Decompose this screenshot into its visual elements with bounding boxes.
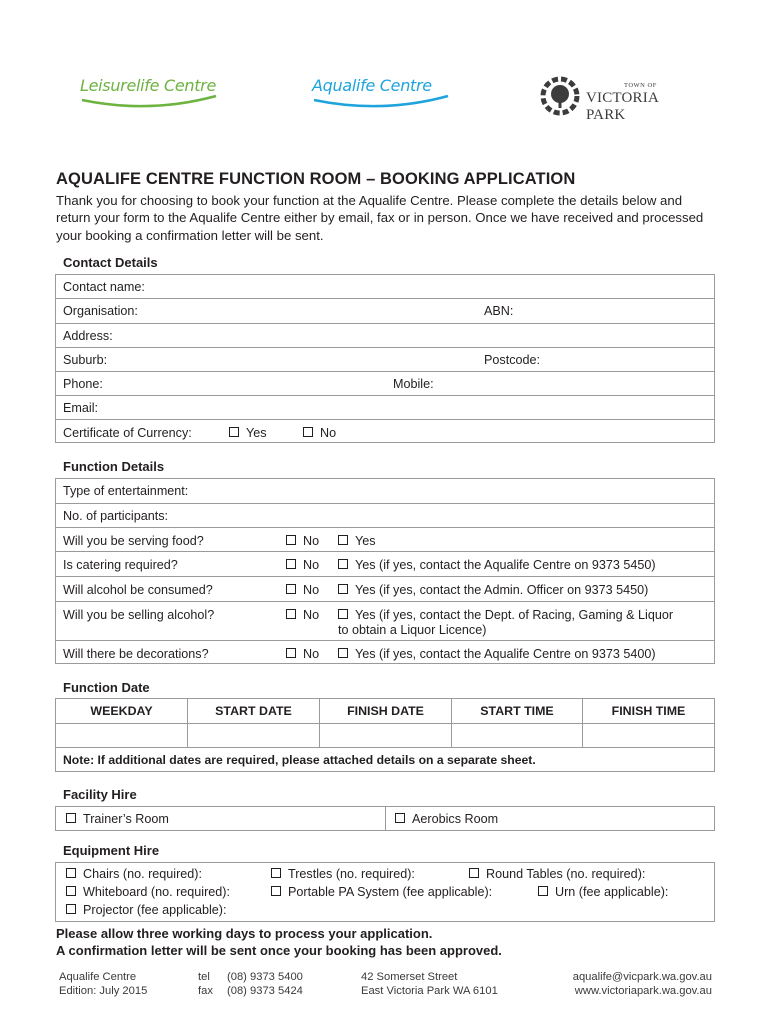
alcohol-yes-option[interactable] xyxy=(338,583,648,597)
trestles-label: Trestles (no. required): xyxy=(288,867,415,881)
footer-suburb: East Victoria Park WA 6101 xyxy=(361,984,498,997)
entertainment-row[interactable] xyxy=(56,479,714,504)
finish-time-cell[interactable] xyxy=(583,724,714,747)
footer-email-link[interactable]: aqualife@vicpark.wa.gov.au xyxy=(572,971,712,983)
col-finish-time: FINISH TIME xyxy=(611,704,686,718)
checkbox-icon[interactable] xyxy=(66,813,76,823)
checkbox-icon[interactable] xyxy=(229,427,239,437)
certificate-no-label: No xyxy=(320,426,337,440)
selling-no-option[interactable] xyxy=(286,608,319,622)
catering-no-option[interactable] xyxy=(286,558,319,572)
leisurelife-logo-text: Leisurelife Centre xyxy=(80,76,217,95)
equipment-hire-heading: Equipment Hire xyxy=(63,843,160,858)
col-finish-date: FINISH DATE xyxy=(320,699,452,723)
organisation-row[interactable] xyxy=(56,299,714,324)
round-tables-option[interactable] xyxy=(469,867,645,881)
footer-address xyxy=(361,971,498,998)
checkbox-icon[interactable] xyxy=(338,584,348,594)
footer-street: 42 Somerset Street xyxy=(361,971,458,983)
selling-yes-option[interactable] xyxy=(338,608,673,622)
start-time-cell[interactable] xyxy=(452,724,583,747)
certificate-yes-label: Yes xyxy=(246,426,267,440)
checkbox-icon[interactable] xyxy=(286,648,296,658)
function-details-heading: Function Details xyxy=(63,459,165,474)
checkbox-icon[interactable] xyxy=(469,868,479,878)
decorations-yes-option[interactable] xyxy=(338,647,656,661)
facility-hire-box xyxy=(55,806,715,831)
confirmation-notice: A confirmation letter will be sent once your booking has been approved. xyxy=(56,943,502,958)
checkbox-icon[interactable] xyxy=(271,868,281,878)
checkbox-icon[interactable] xyxy=(538,886,548,896)
facility-hire-heading: Facility Hire xyxy=(63,787,137,802)
urn-option[interactable] xyxy=(538,885,668,899)
suburb-label: Suburb: xyxy=(63,353,108,367)
alcohol-question: Will alcohol be consumed? xyxy=(63,583,213,597)
suburb-row[interactable] xyxy=(56,348,714,372)
decorations-row xyxy=(56,641,714,665)
food-yes-option[interactable] xyxy=(338,534,376,548)
function-details-box xyxy=(55,478,715,664)
footer-tel: (08) 9373 5400 xyxy=(227,971,303,983)
selling-question: Will you be selling alcohol? xyxy=(63,608,215,622)
decorations-no-label: No xyxy=(303,647,320,661)
checkbox-icon[interactable] xyxy=(286,584,296,594)
checkbox-icon[interactable] xyxy=(338,535,348,545)
processing-notice: Please allow three working days to process your application. xyxy=(56,926,433,941)
function-date-heading: Function Date xyxy=(63,680,150,695)
footer-fax-label: fax xyxy=(198,984,213,997)
decorations-yes-label: Yes (if yes, contact the Aqualife Centre on 9373 5400) xyxy=(355,647,656,661)
victoria-park-logo xyxy=(540,76,700,123)
aerobics-room-label: Aerobics Room xyxy=(412,812,499,826)
food-row xyxy=(56,528,714,552)
participants-row[interactable] xyxy=(56,504,714,528)
certificate-yes-option[interactable] xyxy=(229,426,267,440)
checkbox-icon[interactable] xyxy=(286,609,296,619)
catering-yes-option[interactable] xyxy=(338,558,656,572)
whiteboard-option[interactable] xyxy=(66,885,230,899)
address-row[interactable] xyxy=(56,324,714,348)
date-header-row xyxy=(56,699,714,724)
food-no-label: No xyxy=(303,534,320,548)
catering-row xyxy=(56,552,714,577)
round-tables-label: Round Tables (no. required): xyxy=(486,867,646,881)
contact-name-label: Contact name: xyxy=(63,280,145,294)
decorations-question: Will there be decorations? xyxy=(63,647,209,661)
aqualife-logo-text: Aqualife Centre xyxy=(312,76,432,95)
equipment-hire-box xyxy=(55,862,715,922)
victoria-park-small-text: TOWN OF xyxy=(624,82,657,89)
leisurelife-logo xyxy=(80,76,220,116)
finish-date-cell[interactable] xyxy=(320,724,452,747)
catering-question: Is catering required? xyxy=(63,558,178,572)
pa-system-option[interactable] xyxy=(271,885,492,899)
checkbox-icon[interactable] xyxy=(66,904,76,914)
checkbox-icon[interactable] xyxy=(338,559,348,569)
footer-contact xyxy=(573,971,712,998)
intro-paragraph: Thank you for choosing to book your function at the Aqualife Centre. Please complete the details below and return your form to the Aqualife Centre either by email, fax or in person. Once we have received and processed your booking a confirmation letter will be sent. xyxy=(56,193,704,243)
footer-org-name: Aqualife Centre xyxy=(59,971,137,983)
pa-system-label: Portable PA System (fee applicable): xyxy=(288,885,493,899)
abn-label: ABN: xyxy=(484,304,514,318)
contact-details-heading: Contact Details xyxy=(63,255,158,270)
projector-label: Projector (fee applicable): xyxy=(83,903,227,917)
chairs-option[interactable] xyxy=(66,867,202,881)
selling-yes-label-2: to obtain a Liquor Licence) xyxy=(338,623,487,637)
footer-tel-label: tel xyxy=(198,971,210,983)
email-row[interactable] xyxy=(56,396,714,420)
catering-yes-label: Yes (if yes, contact the Aqualife Centre on 9373 5450) xyxy=(355,558,656,572)
page-title: AQUALIFE CENTRE FUNCTION ROOM – BOOKING APPLICATION xyxy=(56,170,576,188)
checkbox-icon[interactable] xyxy=(271,886,281,896)
selling-no-label: No xyxy=(303,608,320,622)
catering-no-label: No xyxy=(303,558,320,572)
aqualife-swoosh xyxy=(312,92,452,114)
certificate-row xyxy=(56,420,714,444)
checkbox-icon[interactable] xyxy=(286,535,296,545)
weekday-cell[interactable] xyxy=(56,724,188,747)
alcohol-no-option[interactable] xyxy=(286,583,319,597)
checkbox-icon[interactable] xyxy=(338,648,348,658)
food-question: Will you be serving food? xyxy=(63,534,204,548)
checkbox-icon[interactable] xyxy=(286,559,296,569)
trestles-option[interactable] xyxy=(271,867,415,881)
phone-label: Phone: xyxy=(63,377,103,391)
checkbox-icon[interactable] xyxy=(338,609,348,619)
trainers-room-label: Trainer’s Room xyxy=(83,812,169,826)
col-start-time: START TIME xyxy=(452,699,583,723)
entertainment-label: Type of entertainment: xyxy=(63,484,189,498)
selling-alcohol-row xyxy=(56,602,714,641)
contact-details-box xyxy=(55,274,715,443)
checkbox-icon[interactable] xyxy=(303,427,313,437)
urn-label: Urn (fee applicable): xyxy=(555,885,669,899)
organisation-label: Organisation: xyxy=(63,304,138,318)
whiteboard-label: Whiteboard (no. required): xyxy=(83,885,230,899)
checkbox-icon[interactable] xyxy=(66,868,76,878)
food-no-option[interactable] xyxy=(286,534,319,548)
checkbox-icon[interactable] xyxy=(66,886,76,896)
postcode-label: Postcode: xyxy=(484,353,541,367)
start-date-cell[interactable] xyxy=(188,724,320,747)
leisurelife-swoosh xyxy=(80,92,220,114)
footer-org xyxy=(59,971,147,998)
alcohol-row xyxy=(56,577,714,602)
chairs-label: Chairs (no. required): xyxy=(83,867,202,881)
email-label: Email: xyxy=(63,401,98,415)
address-label: Address: xyxy=(63,329,113,343)
date-note: Note: If additional dates are required, please attached details on a separate sheet. xyxy=(63,753,536,767)
footer-phone xyxy=(198,971,303,998)
alcohol-yes-label: Yes (if yes, contact the Admin. Officer on 9373 5450) xyxy=(355,583,649,597)
footer-fax: (08) 9373 5424 xyxy=(227,984,303,997)
aerobics-room-option[interactable] xyxy=(395,812,498,826)
projector-option[interactable] xyxy=(66,903,227,917)
victoria-park-tree-icon xyxy=(540,76,580,116)
function-date-table xyxy=(55,698,715,772)
participants-label: No. of participants: xyxy=(63,509,168,523)
footer-web-link[interactable]: www.victoriapark.wa.gov.au xyxy=(574,984,712,997)
alcohol-no-label: No xyxy=(303,583,320,597)
contact-name-row[interactable] xyxy=(56,275,714,299)
facility-divider xyxy=(385,807,386,830)
certificate-no-option[interactable] xyxy=(303,426,336,440)
checkbox-icon[interactable] xyxy=(395,813,405,823)
aqualife-logo xyxy=(312,76,452,116)
trainers-room-option[interactable] xyxy=(66,812,169,826)
mobile-label: Mobile: xyxy=(393,377,434,391)
date-entry-row xyxy=(56,724,714,748)
selling-yes-label-1: Yes (if yes, contact the Dept. of Racing, Gaming & Liquor xyxy=(355,608,674,622)
victoria-park-large-text: VICTORIA PARK xyxy=(586,90,659,123)
certificate-label: Certificate of Currency: xyxy=(63,426,192,440)
footer-edition: Edition: July 2015 xyxy=(59,984,148,997)
decorations-no-option[interactable] xyxy=(286,647,319,661)
col-start-date: START DATE xyxy=(188,699,320,723)
phone-row[interactable] xyxy=(56,372,714,396)
food-yes-label: Yes xyxy=(355,534,376,548)
col-weekday: WEEKDAY xyxy=(56,699,188,723)
